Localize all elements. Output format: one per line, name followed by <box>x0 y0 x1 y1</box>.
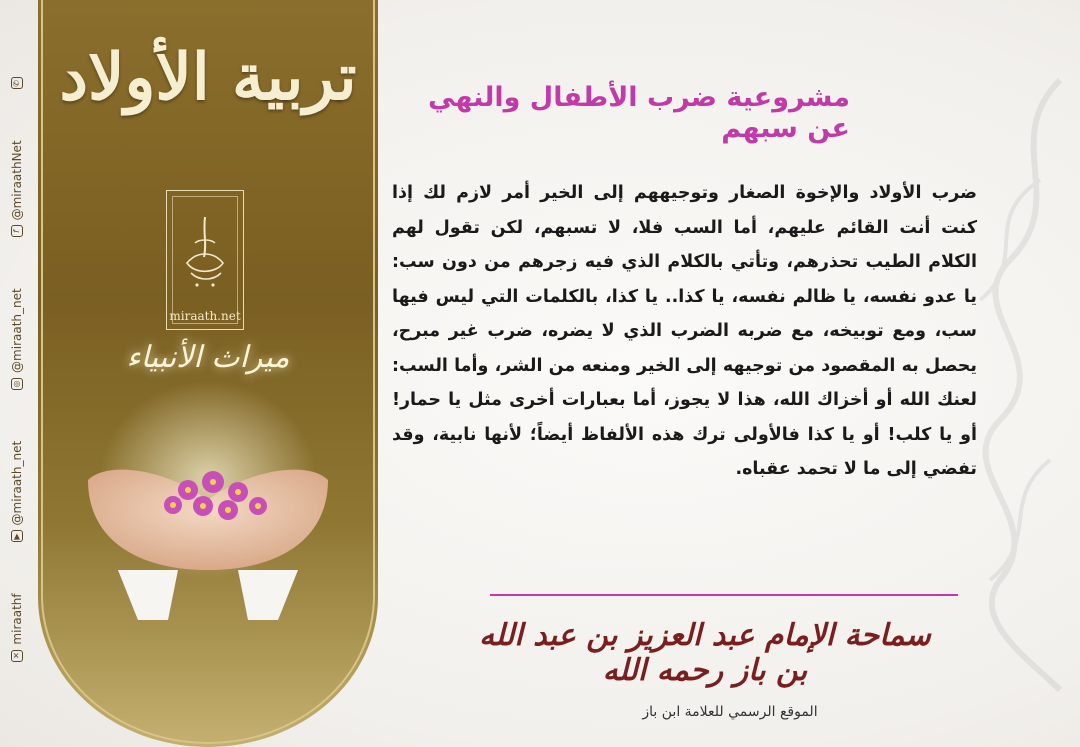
article-body: ضرب الأولاد والإخوة الصغار وتوجيههم إلى الخير أمر لازم لك إذا كنت أنت القائم عليهم، أما السب فلا، لا تسبهم، لكن تقول لهم الكلام الطيب تحذرهم، وتأتي بالكلام الذي فيه زجرهم من دون سب: يا عدو نفسه، يا ظالم نفسه، يا كذا.. يا كذا، بالكلمات التي ليس فيها سب، ومع توبيخه، مع ضربه الضرب الذي لا يضره، ضرب غير مبرح، يحصل به المقصود من توجيهه إلى الخير ومنعه من الشر، وأما السب: لعنك الله أو أخزاك الله، هذا لا يجوز، أما بعبارات أخرى مثل يا حمار! أو يا كلب! أو يا كذا فالأولى ترك هذه الألفاظ أيضاً؛ لأنها نابية، وقد تفضي إلى ما لا تحمد عقباه. <box>392 183 977 479</box>
logo-text: miraath.net <box>169 309 241 323</box>
social-item[interactable] <box>10 593 24 661</box>
panel-title: تربية الأولاد <box>59 40 357 115</box>
facebook-icon: f <box>11 225 23 237</box>
panel-border <box>41 0 375 744</box>
whatsapp-icon: ✆ <box>11 77 23 89</box>
footer-source: الموقع الرسمي للعلامة ابن باز <box>642 704 818 720</box>
brand-calligraphy: ميراث الأنبياء <box>126 340 290 375</box>
social-item[interactable] <box>10 441 24 543</box>
divider <box>490 594 958 596</box>
social-handle: @miraathNet <box>10 140 24 221</box>
article-heading: مشروعية ضرب الأطفال والنهي عن سبهم <box>428 82 850 144</box>
social-handle: miraathf <box>10 593 24 645</box>
twitter-icon: ✕ <box>11 650 23 662</box>
left-panel <box>38 0 378 747</box>
social-strip <box>0 0 34 747</box>
social-item[interactable] <box>10 288 24 390</box>
social-item[interactable] <box>11 72 23 89</box>
social-handles <box>2 47 32 687</box>
youtube-icon: ▶ <box>11 530 23 542</box>
social-handle: @miraath_net <box>10 440 24 526</box>
social-handle: @miraath_net <box>10 288 24 373</box>
instagram-icon: ◎ <box>11 378 23 390</box>
social-item[interactable] <box>10 140 24 237</box>
author-signature: سماحة الإمام عبد العزيز بن عبد الله بن باز رحمه الله <box>479 618 931 688</box>
